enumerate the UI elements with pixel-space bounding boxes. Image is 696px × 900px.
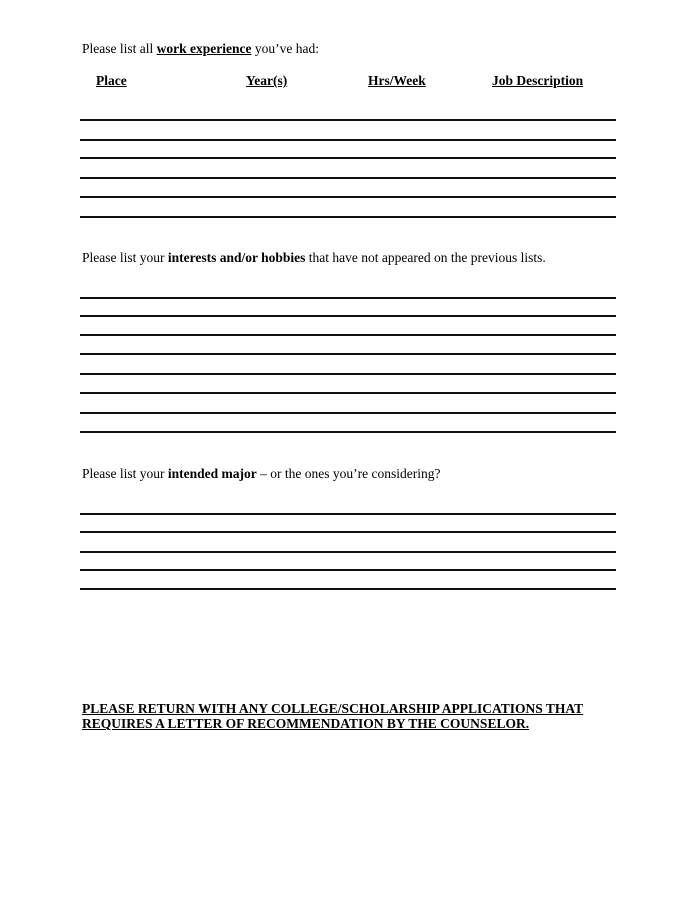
column-header-hrs-week: Hrs/Week bbox=[368, 73, 426, 88]
major-answer-line[interactable] bbox=[80, 588, 616, 590]
prompt-text: you’ve had: bbox=[251, 41, 319, 56]
major-answer-line[interactable] bbox=[80, 531, 616, 533]
interests-prompt bbox=[82, 250, 546, 266]
notice-line-1: PLEASE RETURN WITH ANY COLLEGE/SCHOLARSHIP APPLICATIONS THAT bbox=[82, 701, 584, 716]
column-header-place: Place bbox=[96, 73, 127, 88]
work-answer-line[interactable] bbox=[80, 157, 616, 159]
work-experience-prompt bbox=[82, 41, 319, 57]
column-header-years: Year(s) bbox=[246, 73, 288, 88]
major-answer-line[interactable] bbox=[80, 569, 616, 571]
work-answer-line[interactable] bbox=[80, 119, 616, 121]
return-instructions-notice bbox=[82, 701, 583, 731]
intended-major-prompt bbox=[82, 466, 440, 482]
interests-answer-line[interactable] bbox=[80, 334, 616, 336]
prompt-text: that have not appeared on the previous lists. bbox=[305, 250, 546, 265]
work-answer-line[interactable] bbox=[80, 139, 616, 141]
notice-line-2: REQUIRES A LETTER OF RECOMMENDATION BY THE COUNSELOR. bbox=[82, 716, 530, 731]
work-answer-line[interactable] bbox=[80, 196, 616, 198]
work-answer-line[interactable] bbox=[80, 216, 616, 218]
interests-answer-line[interactable] bbox=[80, 431, 616, 433]
prompt-emphasis: work experience bbox=[156, 41, 252, 56]
interests-answer-line[interactable] bbox=[80, 315, 616, 317]
column-header-job-description: Job Description bbox=[492, 73, 584, 88]
major-answer-line[interactable] bbox=[80, 513, 616, 515]
prompt-emphasis: intended major bbox=[167, 466, 257, 481]
prompt-text: – or the ones you’re considering? bbox=[256, 466, 441, 481]
prompt-emphasis: interests and/or hobbies bbox=[167, 250, 306, 265]
interests-answer-line[interactable] bbox=[80, 412, 616, 414]
major-answer-line[interactable] bbox=[80, 551, 616, 553]
interests-answer-line[interactable] bbox=[80, 353, 616, 355]
prompt-text: Please list your bbox=[82, 250, 168, 265]
prompt-text: Please list your bbox=[82, 466, 168, 481]
interests-answer-line[interactable] bbox=[80, 373, 616, 375]
interests-answer-line[interactable] bbox=[80, 392, 616, 394]
work-answer-line[interactable] bbox=[80, 177, 616, 179]
prompt-text: Please list all bbox=[82, 41, 157, 56]
interests-answer-line[interactable] bbox=[80, 297, 616, 299]
